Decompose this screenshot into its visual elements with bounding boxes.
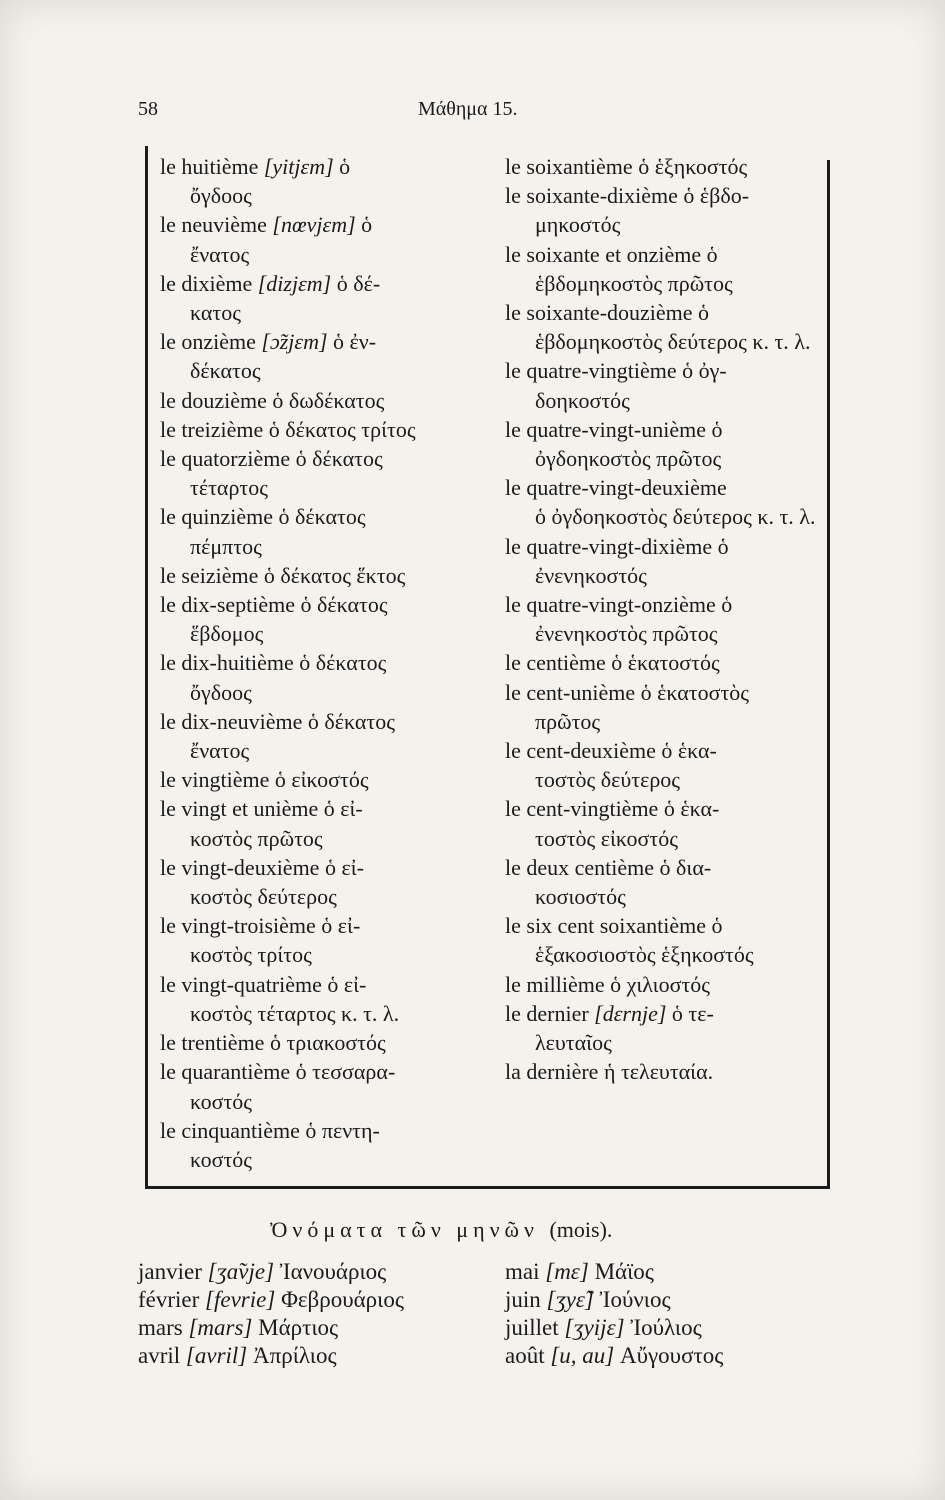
greek-continuation: ἐνενηκοστὸς πρῶτος bbox=[535, 621, 718, 647]
greek-continuation: κοστός bbox=[190, 1146, 253, 1172]
month-entry bbox=[138, 1258, 498, 1286]
vocab-entry bbox=[505, 678, 820, 736]
month-entry bbox=[505, 1342, 825, 1370]
greek-term: ὁ ἑκα- bbox=[661, 738, 717, 764]
greek-term: ὁ δέκατος bbox=[299, 650, 387, 676]
month-greek: Ἀπρίλιος bbox=[253, 1343, 337, 1368]
greek-term: ὁ δέκατος bbox=[307, 708, 395, 734]
greek-term: ὁ δια- bbox=[659, 854, 712, 880]
ordinals-right-column bbox=[505, 152, 820, 1087]
phonetic: [dizjɛm] bbox=[257, 270, 332, 296]
greek-continuation: ἔνατος bbox=[190, 738, 250, 764]
greek-continuation: πρῶτος bbox=[535, 708, 601, 734]
vocab-entry bbox=[505, 911, 820, 969]
vocab-entry bbox=[505, 794, 820, 852]
month-phonetic: [fevrie] bbox=[205, 1287, 276, 1312]
greek-term: ὁ ἑβδο- bbox=[683, 183, 750, 209]
greek-continuation: πέμπτος bbox=[190, 533, 262, 559]
month-phonetic: [avril] bbox=[185, 1343, 248, 1368]
french-term: le vingtième bbox=[160, 767, 270, 793]
month-phonetic: [ʒɑ̃vje] bbox=[207, 1259, 275, 1284]
greek-continuation: ὄγδοος bbox=[190, 679, 252, 705]
greek-continuation: ὀγδοηκοστὸς πρῶτος bbox=[535, 446, 722, 472]
month-french: mars bbox=[138, 1315, 183, 1340]
french-term: le quarantième bbox=[160, 1059, 291, 1085]
month-entry bbox=[505, 1258, 825, 1286]
month-greek: Μάρτιος bbox=[258, 1315, 339, 1340]
greek-term: ὁ εἰκοστός bbox=[274, 767, 369, 793]
french-term: le cent-unième bbox=[505, 679, 636, 705]
greek-term: ὁ πεντη- bbox=[305, 1117, 380, 1143]
greek-term: ὁ bbox=[339, 154, 351, 179]
vocab-entry bbox=[160, 648, 485, 706]
greek-term: ὁ δέκατος bbox=[278, 504, 366, 530]
months-right-column bbox=[505, 1258, 825, 1370]
months-title-suffix: (mois). bbox=[549, 1217, 613, 1242]
month-phonetic: [u, au] bbox=[550, 1343, 615, 1368]
greek-term: ὁ δέ- bbox=[336, 270, 381, 296]
french-term: le soixante et onzième bbox=[505, 241, 702, 267]
french-term: le centième bbox=[505, 650, 606, 676]
month-phonetic: [ʒyɛ̃] bbox=[546, 1287, 594, 1312]
month-greek: Μάϊος bbox=[594, 1259, 654, 1284]
greek-continuation: ὁ ὀγδοηκοστὸς δεύτερος κ. τ. λ. bbox=[535, 504, 816, 530]
french-term: le cinquantième bbox=[160, 1117, 300, 1143]
greek-term: ὁ bbox=[721, 592, 733, 618]
month-entry bbox=[505, 1314, 825, 1342]
greek-term: ὁ δέκατος bbox=[300, 592, 388, 618]
vocab-entry bbox=[160, 152, 485, 210]
greek-continuation: τοστὸς δεύτερος bbox=[535, 767, 681, 793]
vocab-entry bbox=[505, 1057, 820, 1086]
month-french: avril bbox=[138, 1343, 181, 1368]
greek-term: ὁ bbox=[698, 300, 710, 326]
month-entry bbox=[138, 1314, 498, 1342]
french-term: le dix-huitième bbox=[160, 650, 294, 676]
french-term: le cent-vingtième bbox=[505, 796, 659, 822]
greek-continuation: ὄγδοος bbox=[190, 183, 252, 209]
vocab-entry bbox=[505, 590, 820, 648]
french-term: le trentième bbox=[160, 1030, 265, 1056]
vocab-entry bbox=[505, 473, 820, 531]
greek-term: ὁ δέκατος bbox=[295, 446, 383, 472]
greek-continuation: κοστὸς δεύτερος bbox=[190, 884, 337, 910]
french-term: le soixantième bbox=[505, 154, 633, 179]
french-term: le treizième bbox=[160, 416, 264, 442]
greek-term: ἡ τελευταία. bbox=[603, 1059, 714, 1085]
months-title-greek: Ὀνόματα τῶν μηνῶν bbox=[270, 1217, 539, 1242]
vocab-entry bbox=[505, 415, 820, 473]
french-term: le quatre-vingt-deuxième bbox=[505, 475, 727, 501]
french-term: le vingt-deuxième bbox=[160, 854, 320, 880]
greek-continuation: κατος bbox=[190, 300, 241, 326]
phonetic: [nœvjɛm] bbox=[272, 212, 356, 238]
vocab-entry bbox=[160, 327, 485, 385]
french-term: le huitième bbox=[160, 154, 259, 179]
right-vertical-rule bbox=[827, 160, 830, 1186]
greek-continuation: ἔνατος bbox=[190, 241, 250, 267]
greek-term: ὁ εἰ- bbox=[327, 971, 367, 997]
greek-continuation: κοστὸς τέταρτος κ. τ. λ. bbox=[190, 1000, 400, 1026]
french-term: le vingt-quatrième bbox=[160, 971, 322, 997]
vocab-entry bbox=[505, 181, 820, 239]
french-term: le quatre-vingt-onzième bbox=[505, 592, 716, 618]
vocab-entry bbox=[505, 648, 820, 677]
french-term: le douzième bbox=[160, 387, 267, 413]
greek-continuation: μηκοστός bbox=[535, 212, 621, 238]
vocab-entry bbox=[160, 707, 485, 765]
month-french: août bbox=[505, 1343, 545, 1368]
vocab-entry bbox=[160, 1057, 485, 1115]
french-term: le dix-neuvième bbox=[160, 708, 303, 734]
phonetic: [dɛrnje] bbox=[594, 1000, 667, 1026]
months-section-title bbox=[270, 1217, 710, 1243]
vocab-entry bbox=[505, 736, 820, 794]
greek-term: ὁ τεσσαρα- bbox=[295, 1059, 396, 1085]
greek-continuation: ἐνενηκοστός bbox=[535, 562, 647, 588]
greek-continuation: κοστὸς πρῶτος bbox=[190, 825, 323, 851]
vocab-entry bbox=[160, 444, 485, 502]
french-term: le millième bbox=[505, 971, 605, 997]
month-greek: Ἰούνιος bbox=[599, 1287, 671, 1312]
greek-term: ὁ δέκατος τρίτος bbox=[268, 416, 416, 442]
vocab-entry bbox=[160, 561, 485, 590]
greek-term: ὁ bbox=[717, 533, 729, 559]
vocab-entry bbox=[160, 970, 485, 1028]
greek-continuation: δέκατος bbox=[190, 358, 261, 384]
greek-term: ὁ εἰ- bbox=[323, 796, 363, 822]
french-term: le quinzième bbox=[160, 504, 274, 530]
vocab-entry bbox=[160, 590, 485, 648]
greek-continuation: τέταρτος bbox=[190, 475, 268, 501]
vocab-entry bbox=[160, 386, 485, 415]
vocab-entry bbox=[160, 210, 485, 268]
page-number: 58 bbox=[138, 98, 158, 120]
greek-term: ὁ χιλιοστός bbox=[610, 971, 711, 997]
french-term: le seizième bbox=[160, 562, 259, 588]
greek-continuation: κοστὸς τρίτος bbox=[190, 942, 312, 968]
vocab-entry bbox=[160, 853, 485, 911]
month-french: juin bbox=[505, 1287, 541, 1312]
french-term: le quatorzième bbox=[160, 446, 291, 472]
vocab-entry bbox=[160, 415, 485, 444]
month-greek: Ἰούλιος bbox=[630, 1315, 702, 1340]
greek-term: ὁ εἰ- bbox=[324, 854, 364, 880]
vocab-entry bbox=[160, 794, 485, 852]
french-term: le six cent soixantième bbox=[505, 913, 706, 939]
greek-term: ὁ bbox=[706, 241, 718, 267]
french-term: le onzième bbox=[160, 329, 256, 355]
greek-term: ὁ δέκατος ἕκτος bbox=[263, 562, 406, 588]
greek-continuation: ἑξακοσιοστὸς ἑξηκοστός bbox=[535, 942, 754, 968]
greek-term: ὁ ἑκατοστὸς bbox=[640, 679, 750, 705]
greek-term: ὁ τριακοστός bbox=[269, 1030, 386, 1056]
greek-continuation: ἑβδομηκοστὸς δεύτερος κ. τ. λ. bbox=[535, 329, 811, 355]
greek-term: ὁ bbox=[361, 212, 373, 238]
greek-term: ὁ δωδέκατος bbox=[272, 387, 385, 413]
month-greek: Φεβρουάριος bbox=[281, 1287, 404, 1312]
greek-continuation: τοστὸς εἰκοστός bbox=[535, 825, 678, 851]
vocab-entry bbox=[505, 298, 820, 356]
vocab-entry bbox=[505, 356, 820, 414]
french-term: le soixante-dixième bbox=[505, 183, 678, 209]
vocab-entry bbox=[505, 532, 820, 590]
french-term: le vingt-troisième bbox=[160, 913, 316, 939]
french-term: le cent-deuxième bbox=[505, 738, 656, 764]
greek-term: ὁ τε- bbox=[671, 1000, 714, 1026]
vocab-entry bbox=[160, 765, 485, 794]
month-greek: Ἰανουάριος bbox=[279, 1259, 387, 1284]
month-french: février bbox=[138, 1287, 200, 1312]
greek-term: ὁ ἐν- bbox=[333, 329, 377, 355]
vocab-entry bbox=[160, 269, 485, 327]
greek-term: ὁ bbox=[711, 416, 723, 442]
french-term: le soixante-douzième bbox=[505, 300, 693, 326]
phonetic: [yitjɛm] bbox=[263, 154, 334, 179]
vocab-entry bbox=[160, 1028, 485, 1057]
vocab-entry bbox=[505, 853, 820, 911]
greek-term: ὁ ἑκα- bbox=[663, 796, 720, 822]
month-phonetic: [mars] bbox=[188, 1315, 253, 1340]
bottom-horizontal-rule bbox=[145, 1186, 830, 1189]
month-entry bbox=[505, 1286, 825, 1314]
greek-continuation: κοσιοστός bbox=[535, 884, 626, 910]
month-phonetic: [ʒyijɛ] bbox=[564, 1315, 625, 1340]
greek-term: ὁ εἰ- bbox=[321, 913, 361, 939]
page-header bbox=[138, 98, 828, 128]
month-entry bbox=[138, 1286, 498, 1314]
vocab-entry bbox=[505, 240, 820, 298]
month-french: janvier bbox=[138, 1259, 202, 1284]
french-term: le quatre-vingt-unième bbox=[505, 416, 706, 442]
greek-term: ὁ ἑξηκοστός bbox=[638, 154, 748, 179]
page-title: Μάθημα 15. bbox=[418, 98, 518, 120]
greek-continuation: ἑβδομηκοστὸς πρῶτος bbox=[535, 270, 733, 296]
french-term: le deux centième bbox=[505, 854, 655, 880]
vocab-entry bbox=[505, 999, 820, 1057]
vocab-entry bbox=[160, 502, 485, 560]
french-term: le dernier bbox=[505, 1000, 589, 1026]
greek-term: ὁ ἑκατοστός bbox=[611, 650, 720, 676]
vocab-entry bbox=[160, 1116, 485, 1174]
french-term: le vingt et unième bbox=[160, 796, 319, 822]
left-vertical-rule bbox=[145, 146, 148, 1186]
french-term: le neuvième bbox=[160, 212, 267, 238]
french-term: le dixième bbox=[160, 270, 253, 296]
vocab-entry bbox=[160, 911, 485, 969]
ordinals-left-column bbox=[160, 152, 485, 1174]
vocab-entry bbox=[505, 152, 820, 181]
greek-continuation: κοστός bbox=[190, 1088, 253, 1114]
greek-term: ὁ ὀγ- bbox=[682, 358, 727, 384]
french-term: le dix-septième bbox=[160, 592, 296, 618]
months-left-column bbox=[138, 1258, 498, 1370]
phonetic: [ɔ̃zjɛm] bbox=[261, 329, 328, 355]
month-french: juillet bbox=[505, 1315, 559, 1340]
greek-continuation: ἕβδομος bbox=[190, 621, 264, 647]
greek-term: ὁ bbox=[711, 913, 723, 939]
greek-continuation: λευταῖος bbox=[535, 1030, 612, 1056]
french-term: la dernière bbox=[505, 1059, 599, 1085]
french-term: le quatre-vingt-dixième bbox=[505, 533, 713, 559]
french-term: le quatre-vingtième bbox=[505, 358, 677, 384]
month-phonetic: [mɛ] bbox=[545, 1259, 589, 1284]
month-greek: Αὔγουστος bbox=[620, 1343, 724, 1368]
greek-continuation: δοηκοστός bbox=[535, 387, 630, 413]
month-entry bbox=[138, 1342, 498, 1370]
vocab-entry bbox=[505, 970, 820, 999]
month-french: mai bbox=[505, 1259, 540, 1284]
